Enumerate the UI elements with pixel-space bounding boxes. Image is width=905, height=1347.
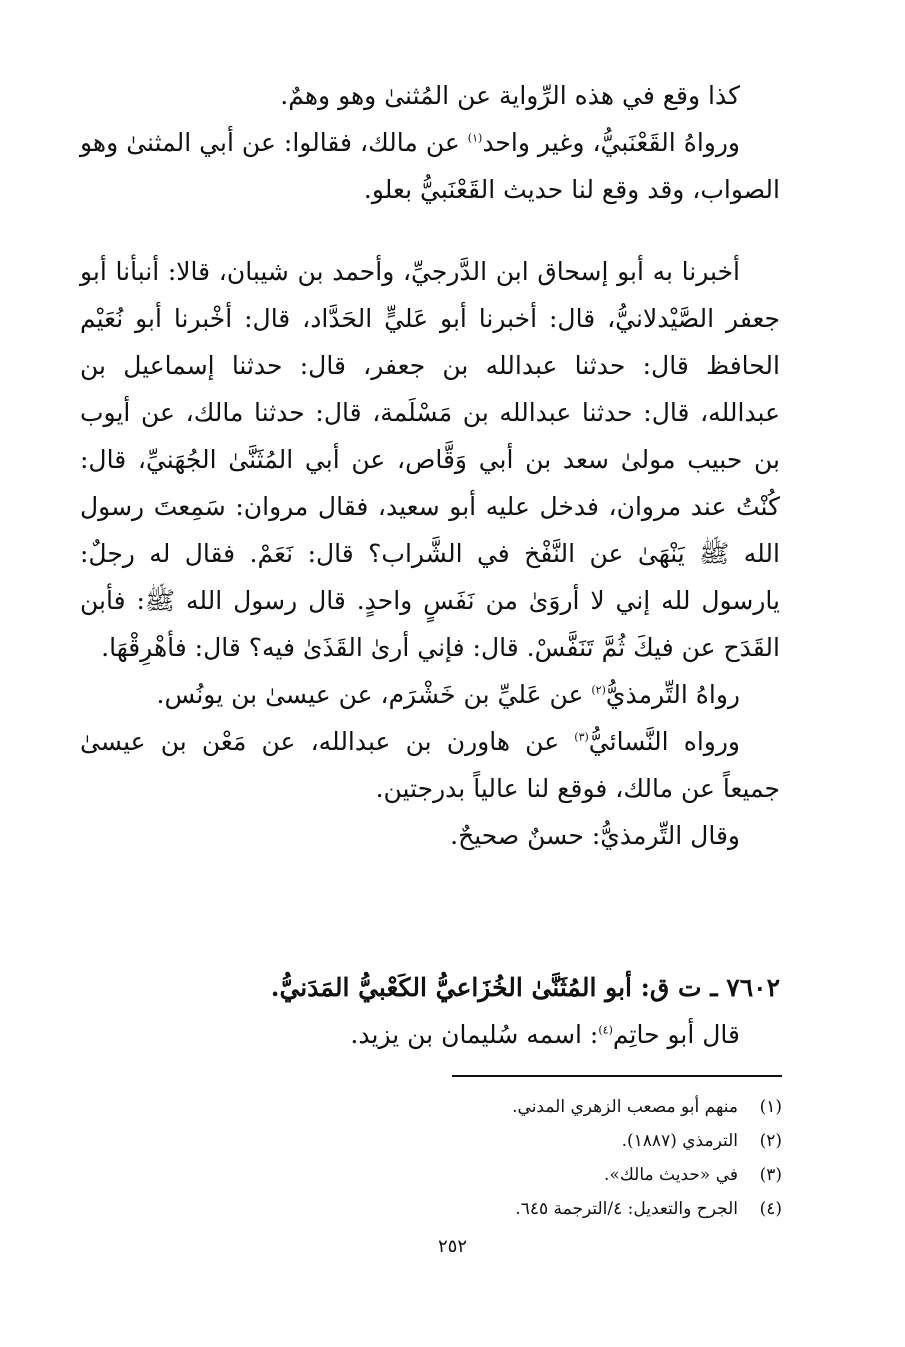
footnotes-list — [300, 1090, 782, 1226]
footnote-text: منهم أبو مصعب الزهري المدني. — [512, 1097, 738, 1117]
narration-note: كذا وقع في هذه الرِّواية عن المُثنىٰ وهو وهمٌ. — [280, 81, 740, 110]
qanabi-paragraph — [80, 119, 780, 213]
entry-section — [80, 964, 780, 1058]
abu-hatim-text-end: : اسمه سُليمان بن يزيد. — [350, 1020, 599, 1049]
tirmidhi-text-end: عن عَليِّ بن خَشْرَم، عن عيسىٰ بن يونُس. — [156, 680, 592, 709]
footnote-number: (٣) — [759, 1165, 782, 1185]
footnote-number: (٢) — [759, 1131, 782, 1151]
footnote-item — [300, 1090, 782, 1124]
abu-hatim-line — [80, 1011, 780, 1058]
hadith-isnad-paragraph: أخبرنا به أبو إسحاق ابن الدَّرجيِّ، وأحمد بن شيبان، قالا: أنبأنا أبو جعفر الصَّيْدلانيُّ، قال: أخبرنا أبو عَليٍّ الحَدَّاد، قال: أخْبرنا أبو نُعَيْم الحافظ قال: حدثنا عبدالله بن جعفر، قال: حدثنا إسماعيل بن عبدالله، قال: حدثنا عبدالله بن مَسْلَمة، قال: حدثنا مالك، عن أيوب بن حبيب مولىٰ سعد بن أبي وَقَّاص، عن أبي المُثَنَّىٰ الجُهَنيِّ، قال: كُنْتُ عند مروان، فدخل عليه أبو سعيد، فقال مروان: سَمِعتَ رسول الله ﷺ يَنْهَىٰ عن النَّفْخ في الشَّراب؟ قال: نَعَمْ. فقال له رجلٌ: يارسول لله إني لا أروَىٰ من نَفَسٍ واحدٍ. قال رسول الله ﷺ: فأبن القَدَح عن فيكَ ثُمَّ تَنَفَّسْ. قال: فإني أرىٰ القَذَىٰ فيه؟ قال: فأهْرِقْهَا. — [80, 257, 781, 662]
qanabi-text-end: عن مالك، فقالوا: عن أبي المثنىٰ وهو الصواب، وقد وقع لنا حديث القَعْنَبيُّ بعلو. — [80, 128, 780, 204]
footnote-ref-2: (٢) — [591, 683, 606, 697]
footnote-ref-3: (٣) — [574, 730, 589, 744]
qanabi-text-start: ورواهُ القَعْنَبيُّ، وغير واحد — [482, 128, 740, 157]
opening-paragraphs — [80, 72, 780, 213]
footnote-number: (١) — [759, 1097, 782, 1117]
footnote-item — [300, 1192, 782, 1226]
entry-heading: ٧٦٠٢ ـ ت ق: أبو المُثَنَّىٰ الخُزَاعيُّ الكَعْبيُّ المَدَنيُّ. — [270, 973, 780, 1002]
hadith-section — [80, 248, 780, 859]
nasai-text-start: ورواه النَّسائيُّ — [588, 727, 741, 756]
footnote-text: الجرح والتعديل: ٤/الترجمة ٦٤٥. — [515, 1199, 738, 1219]
footnote-text: الترمذي (١٨٨٧). — [621, 1131, 738, 1151]
footnote-text: في «حديث مالك». — [604, 1165, 738, 1185]
abu-hatim-text-start: قال أبو حاتِم — [612, 1020, 740, 1049]
tirmidhi-text-start: رواهُ التِّرمذيُّ — [605, 680, 740, 709]
tirmidhi-narration — [80, 671, 780, 718]
footnote-number: (٤) — [759, 1199, 782, 1219]
footnote-item — [300, 1158, 782, 1192]
page-number: ٢٥٢ — [437, 1236, 467, 1257]
tirmidhi-grading: وقال التِّرمذيُّ: حسنٌ صحيحٌ. — [450, 821, 740, 850]
footnote-ref-4: (٤) — [598, 1023, 613, 1037]
nasai-text-end: عن هاورن بن عبدالله، عن مَعْن بن عيسىٰ جميعاً عن مالك، فوقع لنا عالياً بدرجتين. — [80, 727, 780, 803]
footnote-item — [300, 1124, 782, 1158]
footnote-divider — [452, 1075, 782, 1077]
footnote-ref-1: (١) — [467, 131, 483, 145]
nasai-narration — [80, 718, 780, 812]
